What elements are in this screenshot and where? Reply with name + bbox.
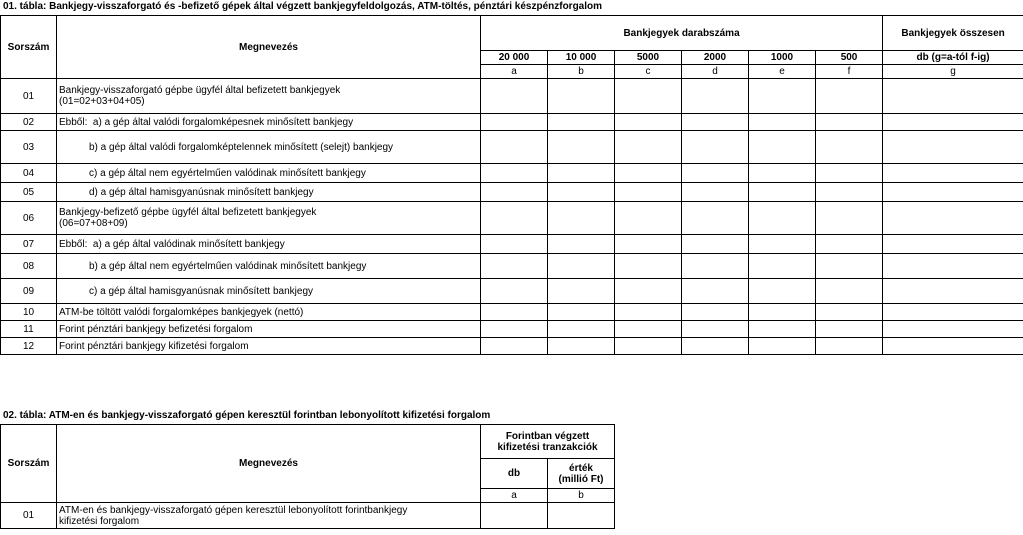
- row-label-line-2: (06=07+08+09): [59, 218, 128, 229]
- table1-data-cell[interactable]: [682, 202, 749, 235]
- table1-header-row-1: [1, 16, 1023, 51]
- table1-data-cell[interactable]: [548, 183, 615, 202]
- row-number: 12: [1, 338, 57, 355]
- table1-data-cell[interactable]: [548, 131, 615, 164]
- table1-data-cell[interactable]: [548, 254, 615, 279]
- table1-data-cell[interactable]: [615, 254, 682, 279]
- row-label-line-1: c) a gép által nem egyértelműen valódinak minősített bankjegy: [89, 167, 366, 179]
- table1-data-cell[interactable]: [682, 321, 749, 338]
- table1-data-cell[interactable]: [749, 79, 816, 114]
- row-label: [57, 79, 481, 114]
- table1-data-cell[interactable]: [481, 79, 548, 114]
- table2-group-header: [481, 425, 615, 459]
- table1-data-cell[interactable]: [682, 235, 749, 254]
- table1-title: 01. tábla: Bankjegy-visszaforgató és -befizető gépek által végzett bankjegyfeldolgozás, ATM-töltés, pénztári készpénzforgalom: [3, 1, 603, 12]
- row-label-line-1: Ebből: a) a gép által valódinak minősített bankjegy: [59, 238, 285, 250]
- row-label: [57, 183, 481, 202]
- table1-data-cell[interactable]: [615, 338, 682, 355]
- column-letter-a: a: [481, 65, 548, 79]
- table1-data-cell[interactable]: [883, 321, 1023, 338]
- table2-group-line-1: Forintban végzett: [505, 430, 590, 442]
- row-number: 01: [1, 503, 57, 529]
- table1-data-cell[interactable]: [682, 254, 749, 279]
- table1-data-cell[interactable]: [749, 235, 816, 254]
- table1-data-cell[interactable]: [816, 321, 883, 338]
- table2-header-row-1: [1, 425, 615, 459]
- row-label: [57, 338, 481, 355]
- row-label-line-2: (01=02+03+04+05): [59, 96, 145, 107]
- table-row: [1, 235, 1023, 254]
- column-letter-f: f: [816, 65, 883, 79]
- table1: [0, 15, 1023, 355]
- table2-column-letter-a: a: [481, 489, 548, 503]
- table-row: [1, 279, 1023, 304]
- table1-data-cell[interactable]: [883, 202, 1023, 235]
- table1-data-cell[interactable]: [615, 202, 682, 235]
- table1-data-cell[interactable]: [481, 279, 548, 304]
- column-letter-b: b: [548, 65, 615, 79]
- table1-data-cell[interactable]: [816, 304, 883, 321]
- table1-data-cell[interactable]: [883, 131, 1023, 164]
- table1-data-cell[interactable]: [615, 164, 682, 183]
- table1-data-cell[interactable]: [816, 164, 883, 183]
- table1-data-cell[interactable]: [481, 254, 548, 279]
- table1-data-cell[interactable]: [481, 131, 548, 164]
- row-label-line-2: kifizetési forgalom: [59, 515, 140, 527]
- table1-data-cell[interactable]: [615, 183, 682, 202]
- table1-data-cell[interactable]: [682, 304, 749, 321]
- table-row: [1, 304, 1023, 321]
- table1-data-cell[interactable]: [682, 114, 749, 131]
- megnevezes-header: Megnevezés: [57, 16, 481, 79]
- table1-data-cell[interactable]: [615, 304, 682, 321]
- denomination-20000: 20 000: [481, 51, 548, 65]
- row-label-line-1: ATM-en és bankjegy-visszaforgató gépen keresztül lebonyolított forintbankjegy: [59, 504, 408, 516]
- row-label: [57, 114, 481, 131]
- row-label-line-1: Forint pénztári bankjegy kifizetési forgalom: [59, 340, 249, 352]
- row-label-line-1: d) a gép által hamisgyanúsnak minősített bankjegy: [89, 186, 314, 198]
- row-label: [57, 254, 481, 279]
- table1-data-cell[interactable]: [615, 235, 682, 254]
- table1-data-cell[interactable]: [816, 338, 883, 355]
- row-label: [57, 235, 481, 254]
- row-number: 10: [1, 304, 57, 321]
- row-label-line-1: c) a gép által hamisgyanúsnak minősített bankjegy: [89, 285, 314, 297]
- table2-ertek-line-1: érték: [569, 462, 593, 474]
- table1-data-cell[interactable]: [481, 202, 548, 235]
- table1-data-cell[interactable]: [481, 235, 548, 254]
- table1-data-cell[interactable]: [816, 235, 883, 254]
- column-letter-d: d: [682, 65, 749, 79]
- table1-data-cell[interactable]: [682, 338, 749, 355]
- table1-data-cell[interactable]: [682, 79, 749, 114]
- row-label: [57, 279, 481, 304]
- table-row: [1, 131, 1023, 164]
- table1-data-cell[interactable]: [749, 114, 816, 131]
- row-number: 09: [1, 279, 57, 304]
- darabszam-group-header: Bankjegyek darabszáma: [481, 16, 883, 51]
- row-label: [57, 503, 481, 529]
- table1-data-cell[interactable]: [481, 183, 548, 202]
- table-row: [1, 114, 1023, 131]
- table1-body: [1, 79, 1023, 355]
- table1-data-cell[interactable]: [548, 202, 615, 235]
- table1-data-cell[interactable]: [816, 114, 883, 131]
- table1-data-cell[interactable]: [615, 321, 682, 338]
- table2-title: 02. tábla: ATM-en és bankjegy-visszaforgató gépen keresztül forintban lebonyolított kifizetési forgalom: [3, 410, 491, 421]
- table1-data-cell[interactable]: [883, 235, 1023, 254]
- row-number: 03: [1, 131, 57, 164]
- table2-body: [1, 503, 615, 529]
- table1-data-cell[interactable]: [816, 279, 883, 304]
- row-label-line-1: b) a gép által nem egyértelműen valódinak minősített bankjegy: [89, 260, 367, 272]
- table1-data-cell[interactable]: [816, 131, 883, 164]
- table2-data-cell[interactable]: [548, 503, 615, 529]
- row-number: 07: [1, 235, 57, 254]
- table-row: [1, 79, 1023, 114]
- table1-data-cell[interactable]: [615, 131, 682, 164]
- table1-data-cell[interactable]: [615, 79, 682, 114]
- table1-data-cell[interactable]: [548, 235, 615, 254]
- table1-data-cell[interactable]: [682, 131, 749, 164]
- table-row: [1, 202, 1023, 235]
- row-label: [57, 202, 481, 235]
- denomination-10000: 10 000: [548, 51, 615, 65]
- table1-data-cell[interactable]: [481, 304, 548, 321]
- table1-data-cell[interactable]: [749, 338, 816, 355]
- row-number: 11: [1, 321, 57, 338]
- table1-data-cell[interactable]: [749, 254, 816, 279]
- table2-ertek-header: [548, 459, 615, 489]
- table2-megnevezes-header: Megnevezés: [57, 425, 481, 503]
- row-number: 06: [1, 202, 57, 235]
- table1-data-cell[interactable]: [883, 114, 1023, 131]
- row-number: 01: [1, 79, 57, 114]
- table1-data-cell[interactable]: [548, 279, 615, 304]
- total-column-header: db (g=a-tól f-ig): [883, 51, 1023, 65]
- column-letter-c: c: [615, 65, 682, 79]
- table1-data-cell[interactable]: [481, 114, 548, 131]
- table1-data-cell[interactable]: [548, 321, 615, 338]
- table-row: [1, 338, 1023, 355]
- table1-data-cell[interactable]: [481, 321, 548, 338]
- table1-data-cell[interactable]: [816, 183, 883, 202]
- table1-data-cell[interactable]: [816, 79, 883, 114]
- table1-data-cell[interactable]: [682, 164, 749, 183]
- table2-db-header: db: [481, 459, 548, 489]
- table-row: [1, 503, 615, 529]
- denomination-500: 500: [816, 51, 883, 65]
- row-number: 08: [1, 254, 57, 279]
- table1-data-cell[interactable]: [481, 164, 548, 183]
- table-row: [1, 183, 1023, 202]
- table-row: [1, 321, 1023, 338]
- row-label-line-1: Bankjegy-visszaforgató gépbe ügyfél által befizetett bankjegyek: [59, 85, 341, 96]
- table1-data-cell[interactable]: [548, 79, 615, 114]
- table1-data-cell[interactable]: [816, 254, 883, 279]
- row-label: [57, 321, 481, 338]
- table1-data-cell[interactable]: [548, 304, 615, 321]
- row-label-line-1: ATM-be töltött valódi forgalomképes bankjegyek (nettó): [59, 306, 304, 318]
- column-letter-e: e: [749, 65, 816, 79]
- table1-data-cell[interactable]: [548, 164, 615, 183]
- row-label: [57, 131, 481, 164]
- row-label-line-1: Ebből: a) a gép által valódi forgalomképesnek minősített bankjegy: [59, 116, 354, 128]
- table1-data-cell[interactable]: [682, 279, 749, 304]
- table1-data-cell[interactable]: [883, 164, 1023, 183]
- table1-data-cell[interactable]: [548, 114, 615, 131]
- table1-data-cell[interactable]: [883, 79, 1023, 114]
- table2-ertek-line-2: (millió Ft): [558, 473, 604, 485]
- table1-data-cell[interactable]: [883, 304, 1023, 321]
- table1-data-cell[interactable]: [682, 183, 749, 202]
- table1-data-cell[interactable]: [615, 279, 682, 304]
- table1-data-cell[interactable]: [883, 254, 1023, 279]
- row-label-line-1: Forint pénztári bankjegy befizetési forgalom: [59, 323, 253, 335]
- table1-data-cell[interactable]: [749, 304, 816, 321]
- table1-data-cell[interactable]: [883, 183, 1023, 202]
- osszesen-group-header: Bankjegyek összesen: [883, 16, 1023, 51]
- table2-data-cell[interactable]: [481, 503, 548, 529]
- table2-column-letter-b: b: [548, 489, 615, 503]
- table1-data-cell[interactable]: [883, 338, 1023, 355]
- table1-data-cell[interactable]: [883, 279, 1023, 304]
- table1-data-cell[interactable]: [749, 321, 816, 338]
- table-row: [1, 254, 1023, 279]
- table1-data-cell[interactable]: [481, 338, 548, 355]
- denomination-1000: 1000: [749, 51, 816, 65]
- row-number: 04: [1, 164, 57, 183]
- denomination-2000: 2000: [682, 51, 749, 65]
- table1-data-cell[interactable]: [749, 164, 816, 183]
- table1-data-cell[interactable]: [548, 338, 615, 355]
- row-number: 05: [1, 183, 57, 202]
- table1-data-cell[interactable]: [749, 131, 816, 164]
- row-label-line-1: b) a gép által valódi forgalomképtelennek minősített (selejt) bankjegy: [89, 141, 394, 153]
- denomination-5000: 5000: [615, 51, 682, 65]
- row-number: 02: [1, 114, 57, 131]
- table-row: [1, 164, 1023, 183]
- row-label: [57, 304, 481, 321]
- table2: [0, 424, 615, 529]
- table2-group-line-2: kifizetési tranzakciók: [497, 441, 598, 453]
- row-label: [57, 164, 481, 183]
- table1-data-cell[interactable]: [749, 202, 816, 235]
- table1-data-cell[interactable]: [749, 183, 816, 202]
- table1-data-cell[interactable]: [615, 114, 682, 131]
- sorszam-header: Sorszám: [1, 16, 57, 79]
- row-label-line-1: Bankjegy-befizető gépbe ügyfél által befizetett bankjegyek: [59, 207, 317, 218]
- table1-data-cell[interactable]: [816, 202, 883, 235]
- table1-data-cell[interactable]: [749, 279, 816, 304]
- column-letter-g: g: [883, 65, 1023, 79]
- table2-sorszam-header: Sorszám: [1, 425, 57, 503]
